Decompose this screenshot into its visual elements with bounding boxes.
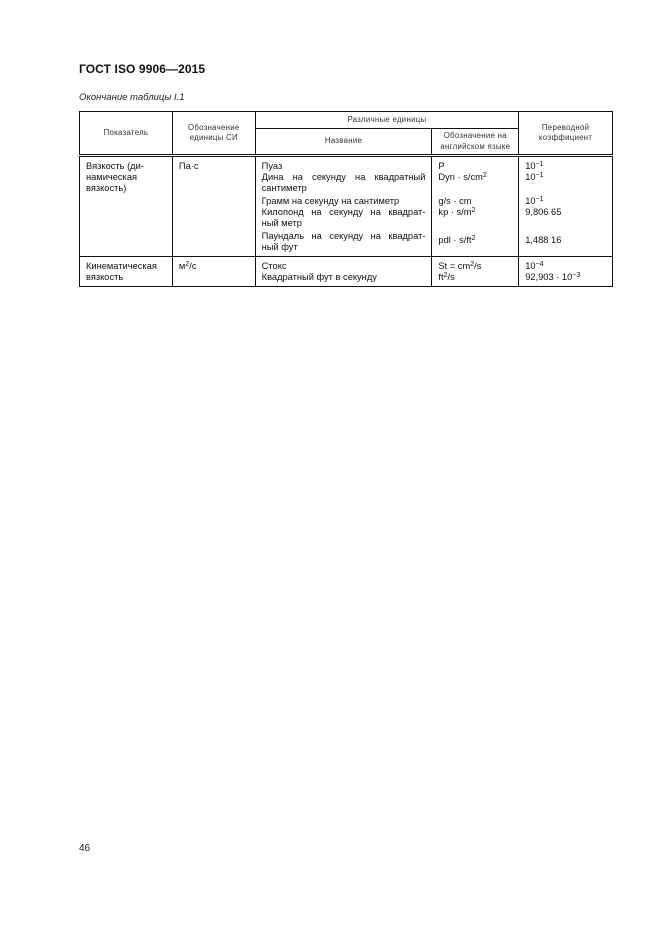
english-symbols-cell: $St = cm^2/s$ $ft^2/s$ (432, 257, 519, 287)
english-symbols-cell: P Dyn · $s/cm^2$ g/s · cm kp · $s/m^2$ pdl · $s/ft^2$ (432, 156, 519, 257)
table-caption: Окончание таблицы I.1 (79, 92, 185, 103)
units-table (79, 111, 613, 287)
header-various-units: Различные единицы (255, 112, 519, 129)
header-indicator: Показатель (80, 112, 173, 156)
page-number: 46 (79, 843, 91, 854)
conversion-factors-cell: $10^{-1}$ $10^{-1}$ $10^{-1}$ 9,806 65 1,488 16 (519, 156, 613, 257)
conversion-factors-cell: $10^{-4}$ $92,903 \cdot 10^{-3}$ (519, 257, 613, 287)
table-row (80, 257, 613, 287)
indicator-cell: Кинематическая вязкость (80, 257, 173, 287)
table-row (80, 156, 613, 257)
si-unit-cell: $м^2/с$ (172, 257, 255, 287)
header-si-unit: Обозначение единицы СИ (172, 112, 255, 156)
unit-names-cell: Пуаз Дина на секунду на квадратный сантиметр Грамм на секунду на сантиметр Килопонд на секунду на квадрат- ный метр Паундаль на секунду на квадрат- ный фут (255, 156, 432, 257)
header-conversion-factor: Переводной коэффициент (519, 112, 613, 156)
document-header: ГОСТ ISO 9906—2015 (79, 62, 206, 76)
header-name: Название (255, 129, 432, 156)
indicator-cell: Вязкость (ди- намическая вязкость) (80, 156, 173, 257)
header-english-symbol: Обозначение на английском языке (432, 129, 519, 156)
si-unit-cell: Па·с (172, 156, 255, 257)
unit-names-cell: Стокс Квадратный фут в секунду (255, 257, 432, 287)
